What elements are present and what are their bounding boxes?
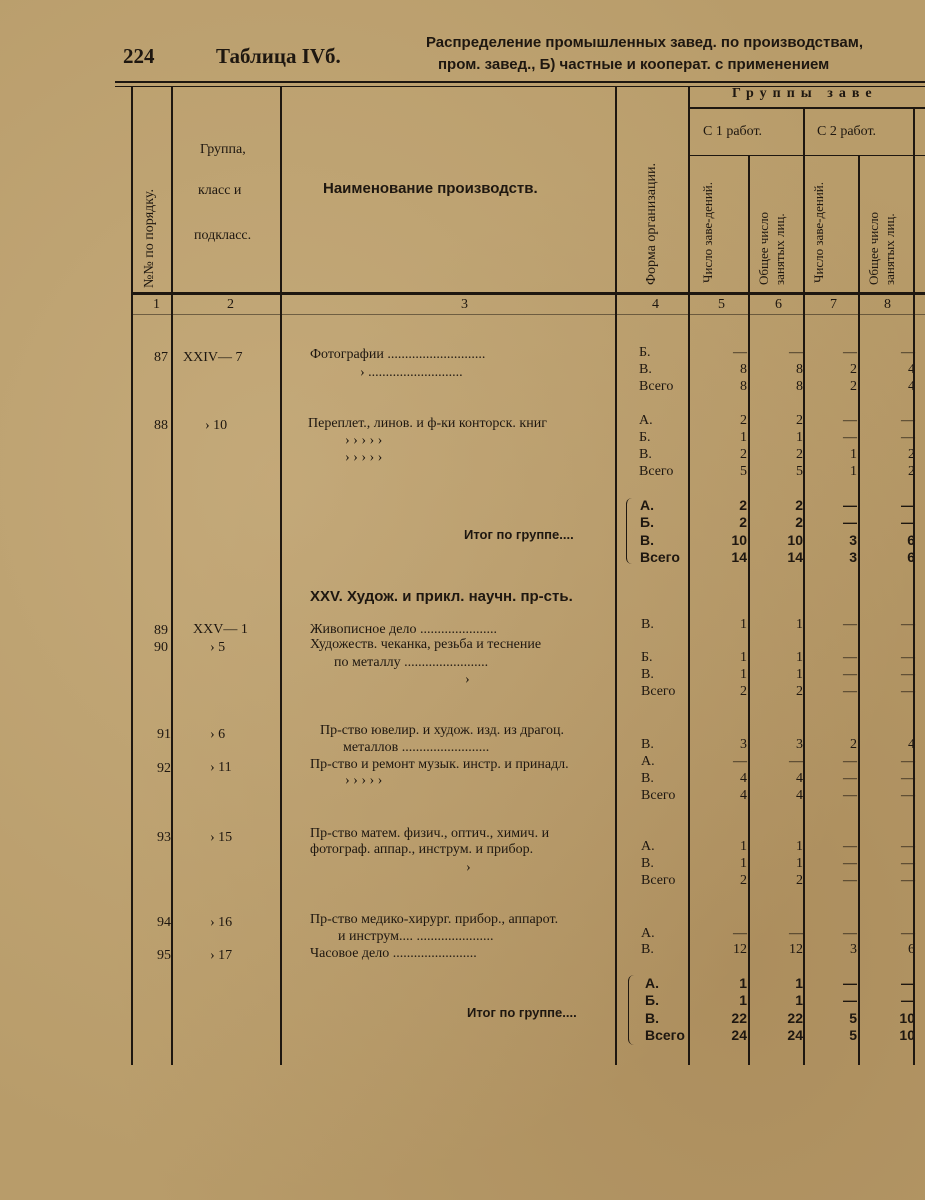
- header-col7: Число заве-дений.: [811, 182, 826, 283]
- row-88-name: Переплет., линов. и ф-ки конторск. книг: [308, 416, 547, 431]
- rows2-c6-7: 4: [796, 788, 803, 803]
- total2-brace: [628, 975, 635, 1045]
- rows2-c6-12: 12: [789, 942, 803, 957]
- row-91-name: Пр-ство ювелир. и худож. изд. из драгоц.: [320, 723, 564, 738]
- total2-c8-3: 10: [899, 1027, 915, 1043]
- rows2-c8-6: —: [901, 771, 915, 786]
- row-91-name-2: металлов .........................: [343, 740, 490, 755]
- total2-c5-0: 1: [739, 975, 747, 991]
- total2-form-0: А.: [645, 975, 659, 991]
- total1-c8-3: 6: [907, 549, 915, 565]
- rows2-c7-5: —: [843, 754, 857, 769]
- total1-c5-3: 14: [731, 549, 747, 565]
- top-rule: [115, 81, 925, 83]
- header-col4: Форма организации.: [644, 163, 659, 285]
- rows2-form-11: А.: [641, 926, 655, 941]
- row-87-c7-1: 2: [850, 362, 857, 377]
- rows2-c6-6: 4: [796, 771, 803, 786]
- row-87-group: XXIV— 7: [183, 350, 243, 365]
- rows2-c7-12: 3: [850, 942, 857, 957]
- row-93-name: Пр-ство матем. физич., оптич., химич. и: [310, 826, 550, 841]
- rows2-c7-6: —: [843, 771, 857, 786]
- rows2-c8-10: —: [901, 873, 915, 888]
- rows2-c5-0: 1: [740, 617, 747, 632]
- rows2-c6-5: —: [789, 754, 803, 769]
- total1-c8-0: —: [901, 497, 915, 513]
- row-88-c7-2: 1: [850, 447, 857, 462]
- rows2-c8-2: —: [901, 667, 915, 682]
- rows2-c7-11: —: [843, 926, 857, 941]
- total1-label: Итог по группе....: [464, 527, 574, 542]
- rows2-c5-10: 2: [740, 873, 747, 888]
- subgroups-rule: [688, 155, 925, 156]
- row-90-name: Художеств. чеканка, резьба и теснение: [310, 637, 542, 652]
- total2-label: Итог по группе....: [467, 1005, 577, 1020]
- row-92-name: Пр-ство и ремонт музык. инстр. и принадл.: [310, 757, 569, 772]
- rows2-c7-1: —: [843, 650, 857, 665]
- rows2-c5-5: —: [733, 754, 747, 769]
- header-groups: Группы заве: [732, 86, 878, 101]
- row-87-c8-2: 4: [908, 379, 915, 394]
- row-88-form-1: Б.: [639, 430, 651, 445]
- rows2-c6-1: 1: [796, 650, 803, 665]
- total2-c6-3: 24: [787, 1027, 803, 1043]
- rows2-form-0: В.: [641, 617, 654, 632]
- rows2-form-4: В.: [641, 737, 654, 752]
- colnum-3: 3: [461, 297, 468, 312]
- total1-c6-3: 14: [787, 549, 803, 565]
- rows2-c5-12: 12: [733, 942, 747, 957]
- rows2-c5-1: 1: [740, 650, 747, 665]
- rows2-c7-4: 2: [850, 737, 857, 752]
- rows2-c5-3: 2: [740, 684, 747, 699]
- total1-c7-3: 3: [849, 549, 857, 565]
- table-label: Таблица IVб.: [216, 44, 341, 68]
- rows2-c8-9: —: [901, 856, 915, 871]
- total1-form-3: Всего: [640, 549, 680, 565]
- total1-c7-0: —: [843, 497, 857, 513]
- row-88-form-0: А.: [639, 413, 653, 428]
- row-87-c8-1: 4: [908, 362, 915, 377]
- rows2-c7-7: —: [843, 788, 857, 803]
- rows2-c5-8: 1: [740, 839, 747, 854]
- rows2-c8-7: —: [901, 788, 915, 803]
- row-95-number: 95: [157, 948, 171, 963]
- rows2-c5-6: 4: [740, 771, 747, 786]
- rows2-c8-1: —: [901, 650, 915, 665]
- row-88-form-3: Всего: [639, 464, 674, 479]
- total2-form-2: В.: [645, 1010, 659, 1026]
- row-87-c7-0: —: [843, 345, 857, 360]
- rows2-c6-8: 1: [796, 839, 803, 854]
- rows2-form-1: Б.: [641, 650, 653, 665]
- row-87-c6-1: 8: [796, 362, 803, 377]
- row-92-number: 92: [157, 761, 171, 776]
- row-92-group: › 11: [210, 760, 232, 775]
- colnum-8: 8: [884, 297, 891, 312]
- rows2-c6-3: 2: [796, 684, 803, 699]
- header-col6: Общее число занятых лиц.: [756, 211, 787, 285]
- colnum-4: 4: [652, 297, 659, 312]
- row-88-c6-2: 2: [796, 447, 803, 462]
- row-87-c5-2: 8: [740, 379, 747, 394]
- total1-c5-2: 10: [731, 532, 747, 548]
- row-91-number: 91: [157, 727, 171, 742]
- rows2-c5-4: 3: [740, 737, 747, 752]
- row-87-form-0: Б.: [639, 345, 651, 360]
- vline-7: [858, 155, 860, 1065]
- row-94-group: › 16: [210, 915, 233, 930]
- colnum-2: 2: [227, 297, 234, 312]
- header-col8: Общее число занятых лиц.: [866, 211, 897, 285]
- total2-c6-0: 1: [795, 975, 803, 991]
- total1-c7-1: —: [843, 514, 857, 530]
- total2-c5-2: 22: [731, 1010, 747, 1026]
- total1-c6-2: 10: [787, 532, 803, 548]
- title-line-1: Распределение промышленных завед. по производствам,: [426, 34, 863, 51]
- rows2-c6-11: —: [789, 926, 803, 941]
- row-92-ditto: › › › › ›: [345, 773, 383, 788]
- row-87-c7-2: 2: [850, 379, 857, 394]
- total2-c7-0: —: [843, 975, 857, 991]
- rows2-c5-7: 4: [740, 788, 747, 803]
- total2-c5-1: 1: [739, 992, 747, 1008]
- row-88-c8-1: —: [901, 430, 915, 445]
- rows2-c7-0: —: [843, 617, 857, 632]
- total1-c7-2: 3: [849, 532, 857, 548]
- total2-c8-2: 10: [899, 1010, 915, 1026]
- rows2-form-8: А.: [641, 839, 655, 854]
- row-93-group: › 15: [210, 830, 233, 845]
- row-88-ditto-2: › › › › ›: [345, 450, 383, 465]
- rows2-c6-0: 1: [796, 617, 803, 632]
- row-93-ditto: ›: [466, 860, 471, 875]
- row-88-c8-2: 2: [908, 447, 915, 462]
- row-88-c7-1: —: [843, 430, 857, 445]
- row-88-form-2: В.: [639, 447, 652, 462]
- row-87-ditto: › ...........................: [360, 365, 463, 380]
- rows2-form-2: В.: [641, 667, 654, 682]
- rows2-c7-10: —: [843, 873, 857, 888]
- row-90-name-2: по металлу ........................: [334, 655, 489, 670]
- colnum-1: 1: [153, 297, 160, 312]
- row-88-c7-0: —: [843, 413, 857, 428]
- total2-c8-0: —: [901, 975, 915, 991]
- vline-3: [615, 87, 617, 1065]
- rows2-c8-8: —: [901, 839, 915, 854]
- row-89-name: Живописное дело ......................: [310, 622, 497, 637]
- row-88-group: › 10: [205, 418, 228, 433]
- row-88-c6-1: 1: [796, 430, 803, 445]
- row-87-c5-0: —: [733, 345, 747, 360]
- total1-brace: [626, 498, 633, 564]
- rows2-c5-11: —: [733, 926, 747, 941]
- rows2-c7-8: —: [843, 839, 857, 854]
- total2-form-1: Б.: [645, 992, 659, 1008]
- row-88-c6-0: 2: [796, 413, 803, 428]
- row-88-c5-0: 2: [740, 413, 747, 428]
- rows2-c6-9: 1: [796, 856, 803, 871]
- header-g2: С 2 работ.: [817, 124, 877, 139]
- total2-c6-2: 22: [787, 1010, 803, 1026]
- total1-c5-0: 2: [739, 497, 747, 513]
- rows2-c5-2: 1: [740, 667, 747, 682]
- total1-form-1: Б.: [640, 514, 654, 530]
- row-88-ditto-1: › › › › ›: [345, 433, 383, 448]
- colnum-rule: [131, 314, 925, 315]
- colnum-7: 7: [830, 297, 837, 312]
- rows2-form-7: Всего: [641, 788, 676, 803]
- total2-c5-3: 24: [731, 1027, 747, 1043]
- rows2-c7-3: —: [843, 684, 857, 699]
- vline-8: [913, 107, 915, 1065]
- total1-c6-1: 2: [795, 514, 803, 530]
- rows2-c8-0: —: [901, 617, 915, 632]
- rows2-form-9: В.: [641, 856, 654, 871]
- row-94-name-2: и инструм.... ......................: [338, 929, 494, 944]
- row-88-number: 88: [154, 418, 168, 433]
- row-94-name: Пр-ство медико-хирург. прибор., аппарот.: [310, 912, 559, 927]
- rows2-c8-5: —: [901, 754, 915, 769]
- row-88-c8-0: —: [901, 413, 915, 428]
- rows2-c7-2: —: [843, 667, 857, 682]
- total2-c6-1: 1: [795, 992, 803, 1008]
- header-bottom-rule: [131, 292, 925, 295]
- header-col5: Число заве-дений.: [700, 182, 715, 283]
- total1-form-0: А.: [640, 497, 654, 513]
- row-87-c6-2: 8: [796, 379, 803, 394]
- header-col1: №№ по порядку.: [142, 189, 157, 288]
- row-88-c5-3: 5: [740, 464, 747, 479]
- rows2-c8-3: —: [901, 684, 915, 699]
- rows2-c8-4: 4: [908, 737, 915, 752]
- row-90-ditto: ›: [465, 672, 470, 687]
- colnum-6: 6: [775, 297, 782, 312]
- header-col2-a: Группа,: [200, 142, 246, 157]
- row-95-group: › 17: [210, 948, 233, 963]
- row-87-number: 87: [154, 350, 168, 365]
- rows2-c5-9: 1: [740, 856, 747, 871]
- section-title: XXV. Худож. и прикл. научн. пр-сть.: [310, 588, 573, 605]
- vline-5: [748, 155, 750, 1065]
- total2-c7-1: —: [843, 992, 857, 1008]
- header-g1: С 1 работ.: [703, 124, 763, 139]
- colnum-5: 5: [718, 297, 725, 312]
- row-93-name-2: фотограф. аппар., инструм. и прибор.: [310, 842, 534, 857]
- row-88-c5-2: 2: [740, 447, 747, 462]
- row-87-name: Фотографии ............................: [310, 347, 486, 362]
- vline-left: [131, 87, 133, 1065]
- row-90-group: › 5: [210, 640, 226, 655]
- row-91-group: › 6: [210, 727, 226, 742]
- row-88-c5-1: 1: [740, 430, 747, 445]
- header-col2-b: класс и: [198, 183, 242, 198]
- row-93-number: 93: [157, 830, 171, 845]
- page-number: 224: [123, 44, 155, 68]
- row-89-group: XXV— 1: [193, 622, 248, 637]
- row-87-c6-0: —: [789, 345, 803, 360]
- rows2-c6-10: 2: [796, 873, 803, 888]
- row-87-c5-1: 8: [740, 362, 747, 377]
- row-87-form-2: Всего: [639, 379, 674, 394]
- header-col3: Наименование производств.: [323, 180, 538, 197]
- total2-form-3: Всего: [645, 1027, 685, 1043]
- rows2-form-10: Всего: [641, 873, 676, 888]
- rows2-c6-2: 1: [796, 667, 803, 682]
- rows2-c6-4: 3: [796, 737, 803, 752]
- total2-c7-3: 5: [849, 1027, 857, 1043]
- row-87-form-1: В.: [639, 362, 652, 377]
- header-col2-c: подкласс.: [194, 228, 252, 243]
- row-89-number: 89: [154, 623, 168, 638]
- vline-2: [280, 87, 282, 1065]
- title-line-2: пром. завед., Б) частные и кооперат. с применением: [438, 56, 830, 73]
- rows2-form-3: Всего: [641, 684, 676, 699]
- row-88-c6-3: 5: [796, 464, 803, 479]
- vline-4: [688, 87, 690, 1065]
- rows2-form-12: В.: [641, 942, 654, 957]
- rows2-c7-9: —: [843, 856, 857, 871]
- row-90-number: 90: [154, 640, 168, 655]
- row-95-name: Часовое дело ........................: [310, 946, 477, 961]
- total2-c7-2: 5: [849, 1010, 857, 1026]
- total1-c8-1: —: [901, 514, 915, 530]
- row-88-c7-3: 1: [850, 464, 857, 479]
- total1-c6-0: 2: [795, 497, 803, 513]
- total2-c8-1: —: [901, 992, 915, 1008]
- total1-c8-2: 6: [907, 532, 915, 548]
- rows2-c8-11: —: [901, 926, 915, 941]
- rows2-c8-12: 6: [908, 942, 915, 957]
- row-88-c8-3: 2: [908, 464, 915, 479]
- rows2-form-6: В.: [641, 771, 654, 786]
- total1-c5-1: 2: [739, 514, 747, 530]
- vline-6: [803, 107, 805, 1065]
- row-87-c8-0: —: [901, 345, 915, 360]
- groups-rule: [688, 107, 925, 109]
- total1-form-2: В.: [640, 532, 654, 548]
- vline-1: [171, 87, 173, 1065]
- rows2-form-5: А.: [641, 754, 655, 769]
- row-94-number: 94: [157, 915, 171, 930]
